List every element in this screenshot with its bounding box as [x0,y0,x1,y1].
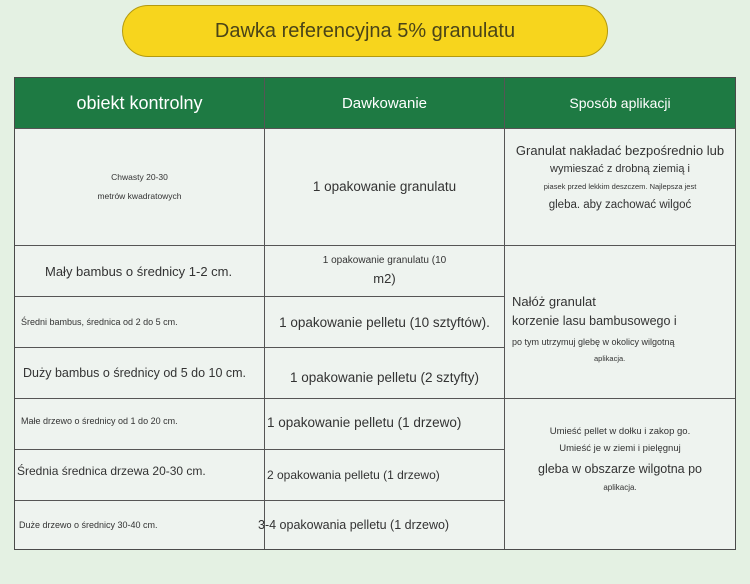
method-text: Nałóż granulat [512,294,596,309]
table-row-object [15,129,264,245]
header-object-label: obiekt kontrolny [76,92,203,113]
object-text: Mały bambus o średnicy 1-2 cm. [45,263,233,279]
object-text: Średni bambus, średnica od 2 do 5 cm. [21,317,178,327]
method-text: piasek przed lekkim deszczem. Najlepsza jest [543,182,697,192]
dose-text: m2) [373,270,396,286]
object-text: metrów kwadratowych [97,191,182,201]
dose-text: 1 opakowanie pelletu (1 drzewo) [267,414,462,430]
method-text: korzenie lasu bambusowego i [512,314,677,329]
dose-text: 1 opakowanie granulatu [312,178,457,194]
method-text: wymieszać z drobną ziemią i [550,163,690,176]
method-cell-tree [505,399,735,549]
table-row-dose [265,129,504,245]
table-row-object [17,450,264,500]
dose-text: 3-4 opakowania pelletu (1 drzewo) [258,518,450,532]
method-text: gleba w obszarze wilgotna po [538,462,702,477]
method-text: gleba. aby zachować wilgoć [548,198,692,211]
dose-text: 1 opakowanie pelletu (2 sztyfty) [289,369,480,385]
object-text: Średnia średnica drzewa 20-30 cm. [17,464,206,478]
table-row-object [27,246,264,296]
method-text: Umieść pellet w dołku i zakop go. [549,426,691,437]
object-text: Duże drzewo o średnicy 30-40 cm. [19,520,158,530]
table-row-dose [265,348,504,398]
method-text: po tym utrzymuj glebę w okolicy wilgotną [512,336,675,347]
table-row-dose [265,246,504,296]
method-text: aplikacja. [603,482,637,492]
table-row-dose [258,501,504,549]
table-row-object [19,501,264,549]
method-text: Umieść je w ziemi i pielęgnuj [559,442,681,454]
object-text: Małe drzewo o średnicy od 1 do 20 cm. [21,416,178,426]
table-row-dose [265,297,504,347]
method-text: Granulat nakładać bezpośrednio lub [515,143,725,158]
table-row-object [21,399,264,449]
table-row-dose [267,399,504,449]
dose-text: 2 opakowania pelletu (1 drzewo) [267,468,440,482]
header-dose [265,78,504,128]
header-method [505,78,735,128]
table-row-object [23,348,264,398]
dose-text: 1 opakowanie pelletu (10 sztyftów). [279,314,490,330]
page-title: Dawka referencyjna 5% granulatu [214,19,516,42]
table-row-dose [267,450,504,500]
dosage-table [14,77,736,550]
method-text: aplikacja. [594,354,626,364]
title-banner [122,5,608,57]
header-dose-label: Dawkowanie [341,94,428,112]
dose-text: 1 opakowanie granulatu (10 [322,255,447,267]
object-text: Chwasty 20-30 [111,171,168,182]
method-cell-bamboo [512,246,734,398]
object-text: Duży bambus o średnicy od 5 do 10 cm. [23,366,247,380]
header-object [15,78,264,128]
method-cell-granulate [505,129,735,245]
header-method-label: Sposób aplikacji [569,95,671,111]
table-row-object [21,297,264,347]
